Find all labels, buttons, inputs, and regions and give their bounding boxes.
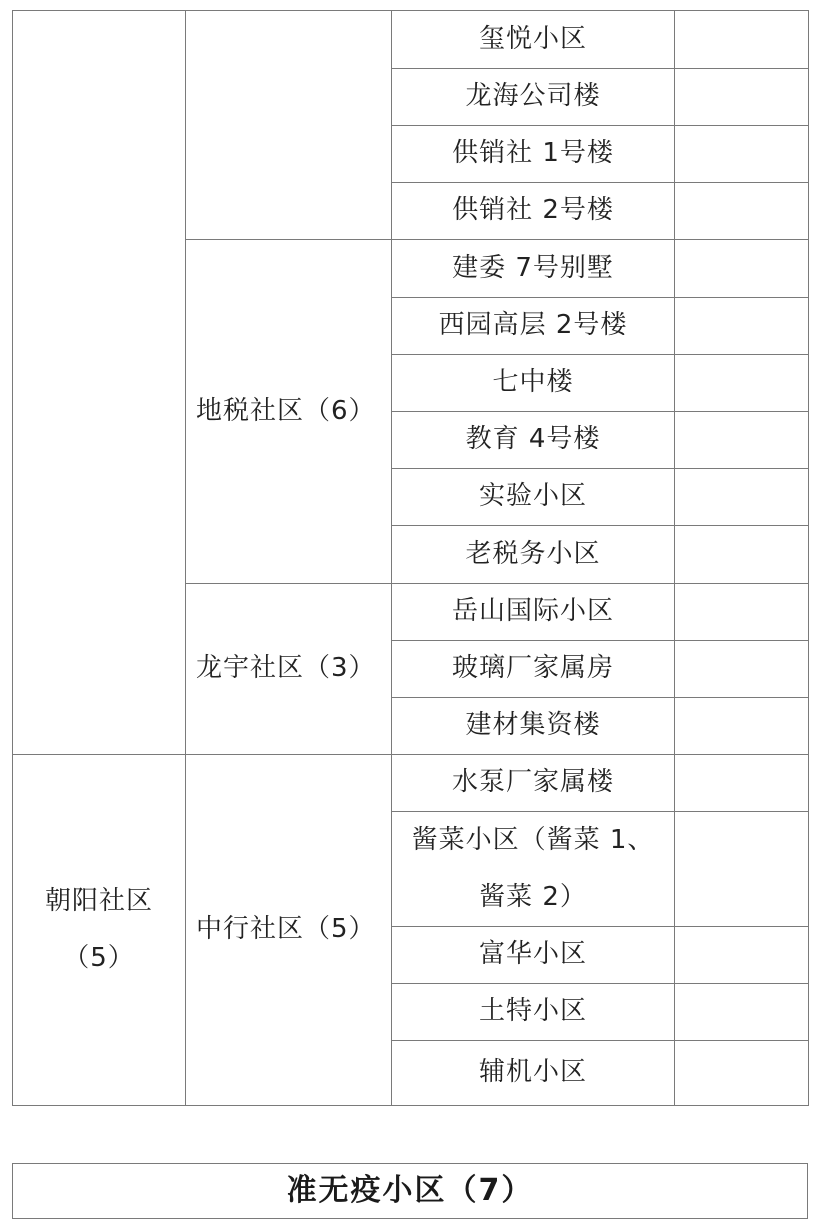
table-row (13, 755, 809, 812)
community-name: 朝阳社区 (44, 886, 153, 916)
residential-area-cell (392, 812, 675, 927)
empty-cell (675, 183, 809, 240)
empty-cell (675, 641, 809, 698)
residential-area-cell: 教育 4号楼 (392, 412, 675, 469)
subcommunity-cell: 中行社区（5） (186, 755, 392, 1106)
subcommunity-cell: 龙宇社区（3） (186, 584, 392, 755)
empty-cell (675, 584, 809, 641)
residential-area-cell: 七中楼 (392, 355, 675, 412)
residential-area-cell: 供销社 1号楼 (392, 126, 675, 183)
community-cell-blank (13, 11, 186, 755)
empty-cell (675, 126, 809, 183)
residential-area-cell: 建委 7号别墅 (392, 240, 675, 298)
subcommunity-cell-blank (186, 11, 392, 240)
subcommunity-cell: 地税社区（6） (186, 240, 392, 584)
empty-cell (675, 927, 809, 984)
residential-area-cell: 水泵厂家属楼 (392, 755, 675, 812)
section-title: 准无疫小区（7） (12, 1163, 808, 1219)
empty-cell (675, 755, 809, 812)
empty-cell (675, 412, 809, 469)
community-cell (13, 755, 186, 1106)
empty-cell (675, 526, 809, 584)
residential-area-cell: 玻璃厂家属房 (392, 641, 675, 698)
table-row (13, 11, 809, 69)
residential-area-cell: 龙海公司楼 (392, 69, 675, 126)
residential-area-cell: 玺悦小区 (392, 11, 675, 69)
residential-area-line: 酱菜 2） (479, 882, 587, 912)
residential-area-cell: 建材集资楼 (392, 698, 675, 755)
community-count: （5） (63, 943, 135, 973)
empty-cell (675, 698, 809, 755)
empty-cell (675, 984, 809, 1041)
residential-area-cell: 岳山国际小区 (392, 584, 675, 641)
empty-cell (675, 469, 809, 526)
empty-cell (675, 1041, 809, 1106)
community-table (12, 10, 809, 1106)
empty-cell (675, 812, 809, 927)
residential-area-cell: 老税务小区 (392, 526, 675, 584)
residential-area-cell: 实验小区 (392, 469, 675, 526)
residential-area-cell: 辅机小区 (392, 1041, 675, 1106)
empty-cell (675, 11, 809, 69)
residential-area-line: 酱菜小区（酱菜 1、 (411, 825, 655, 855)
residential-area-cell: 土特小区 (392, 984, 675, 1041)
empty-cell (675, 298, 809, 355)
residential-area-cell: 西园高层 2号楼 (392, 298, 675, 355)
residential-area-cell: 供销社 2号楼 (392, 183, 675, 240)
empty-cell (675, 240, 809, 298)
residential-area-cell: 富华小区 (392, 927, 675, 984)
empty-cell (675, 355, 809, 412)
empty-cell (675, 69, 809, 126)
